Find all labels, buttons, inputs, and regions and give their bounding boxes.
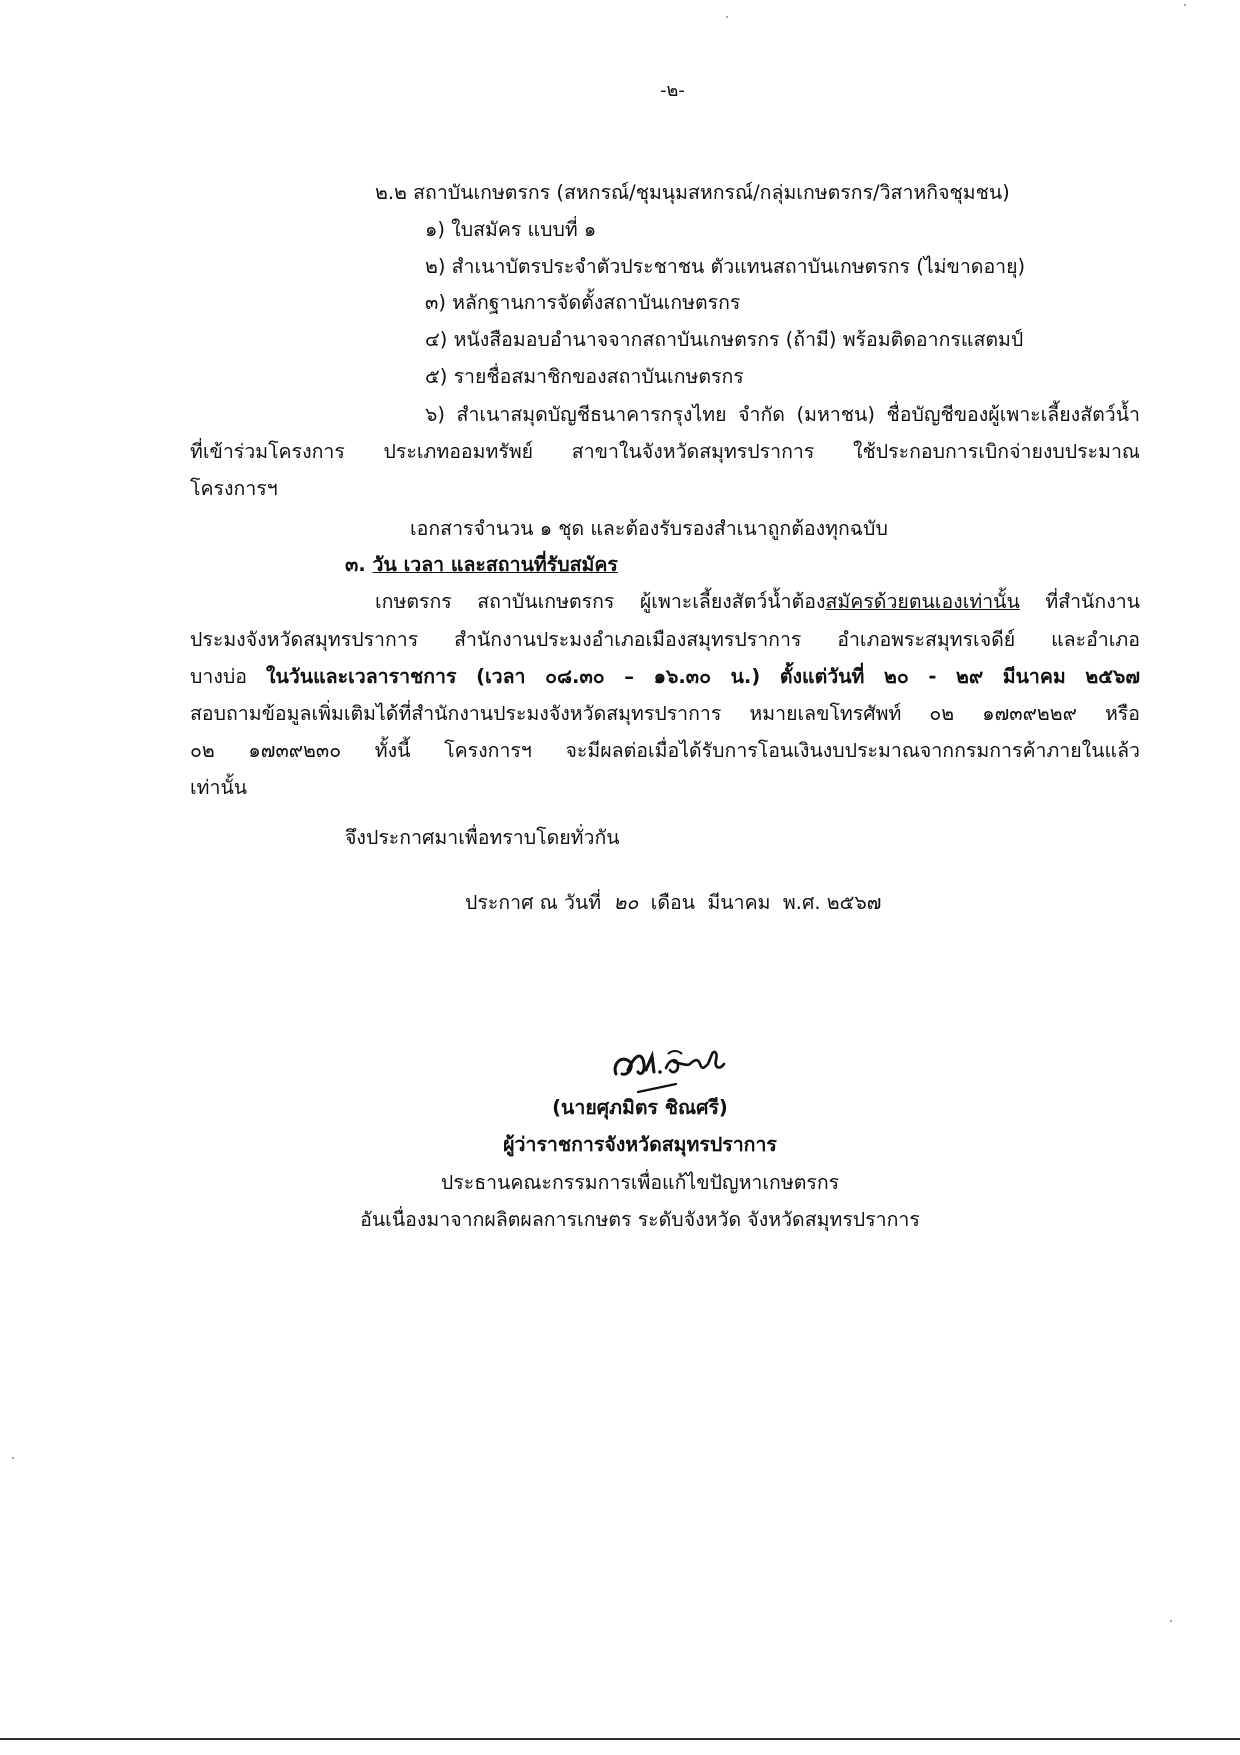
section-2-2-heading: ๒.๒ สถาบันเกษตรกร (สหกรณ์/ชุมนุมสหกรณ์/กลุ่มเกษตรกร/วิสาหกิจชุมชน) [375,181,1010,204]
list-item: ๑) ใบสมัคร แบบที่ ๑ [425,218,597,241]
self-apply-emphasis: สมัครด้วยตนเองเท่านั้น [825,590,1020,613]
section-3-line2: ประมงจังหวัดสมุทรปราการ สำนักงานประมงอำเภอเมืองสมุทรปราการ อำเภอพระสมุทรเจดีย์ และอำเภอ [190,628,1140,651]
bottom-edge-line [0,1738,1240,1740]
page-number: -๒- [660,80,685,101]
list-item: ๔) หนังสือมอบอำนาจจากสถาบันเกษตรกร (ถ้ามี) พร้อมติดอากรแสตมป์ [425,328,1024,351]
list-item-6-line2: ที่เข้าร่วมโครงการ ประเภทออมทรัพย์ สาขาในจังหวัดสมุทรปราการ ใช้ประกอบการเบิกจ่ายงบประมาณ [190,440,1140,463]
signer-role-line2: อันเนื่องมาจากผลิตผลการเกษตร ระดับจังหวัด จังหวัดสมุทรปราการ [360,1208,920,1231]
office-hours-emphasis: ในวันและเวลาราชการ (เวลา ๐๘.๓๐ – ๑๖.๓๐ น.) ตั้งแต่วันที่ ๒๐ - ๒๙ มีนาคม ๒๕๖๗ [265,665,1141,688]
section-3-line4: สอบถามข้อมูลเพิ่มเติมได้ที่สำนักงานประมงจังหวัดสมุทรปราการ หมายเลขโทรศัพท์ ๐๒ ๑๗๓๙๒๒๙ หรือ [190,702,1140,725]
section-3-line1 [375,587,1140,617]
signature-image [608,1040,748,1100]
closing-statement: จึงประกาศมาเพื่อทราบโดยทั่วกัน [345,826,620,849]
scan-speck [1170,1620,1172,1622]
documents-note: เอกสารจำนวน ๑ ชุด และต้องรับรองสำเนาถูกต้องทุกฉบับ [410,517,888,540]
section-3-line1-text: เกษตรกร สถาบันเกษตรกร ผู้เพาะเลี้ยงสัตว์น้ำต้อง [375,590,826,613]
scan-speck [726,16,728,18]
list-item: ๒) สำเนาบัตรประจำตัวประชาชน ตัวแทนสถาบันเกษตรกร (ไม่ขาดอายุ) [425,255,1026,278]
section-3-line3 [190,662,1140,692]
date-month: มีนาคม [707,891,771,914]
section-3-title: วัน เวลา และสถานที่รับสมัคร [372,553,618,576]
date-prefix: ประกาศ ณ วันที่ [465,891,602,914]
scan-speck [12,1457,14,1459]
signer-role-line1: ประธานคณะกรรมการเพื่อแก้ไขปัญหาเกษตรกร [440,1171,840,1194]
section-3-line3-text: บางบ่อ [190,665,266,688]
list-item-6-line1: ๖) สำเนาสมุดบัญชีธนาคารกรุงไทย จำกัด (มหาชน) ชื่อบัญชีของผู้เพาะเลี้ยงสัตว์น้ำ [425,403,1140,426]
scan-speck [1184,4,1186,6]
section-3-heading [345,550,618,580]
date-year: พ.ศ. ๒๕๖๗ [782,891,882,914]
signer-title: ผู้ว่าราชการจังหวัดสมุทรปราการ [503,1133,777,1156]
signer-name: (นายศุภมิตร ชิณศรี) [552,1096,728,1119]
list-item-6-line3: โครงการฯ [190,477,278,500]
date-month-label: เดือน [650,891,696,914]
section-3-line6: เท่านั้น [190,776,248,799]
list-item: ๓) หลักฐานการจัดตั้งสถาบันเกษตรกร [425,291,741,314]
list-item: ๕) รายชื่อสมาชิกของสถาบันเกษตรกร [425,365,744,388]
section-3-line5: ๐๒ ๑๗๓๙๒๓๐ ทั้งนี้ โครงการฯ จะมีผลต่อเมื่อได้รับการโอนเงินงบประมาณจากกรมการค้าภายในแล้ว [190,739,1140,762]
date-day: ๒๐ [613,891,639,914]
section-3-line1-tail: ที่สำนักงาน [1019,590,1140,613]
announcement-date [465,888,881,918]
section-3-number: ๓. [345,553,366,576]
